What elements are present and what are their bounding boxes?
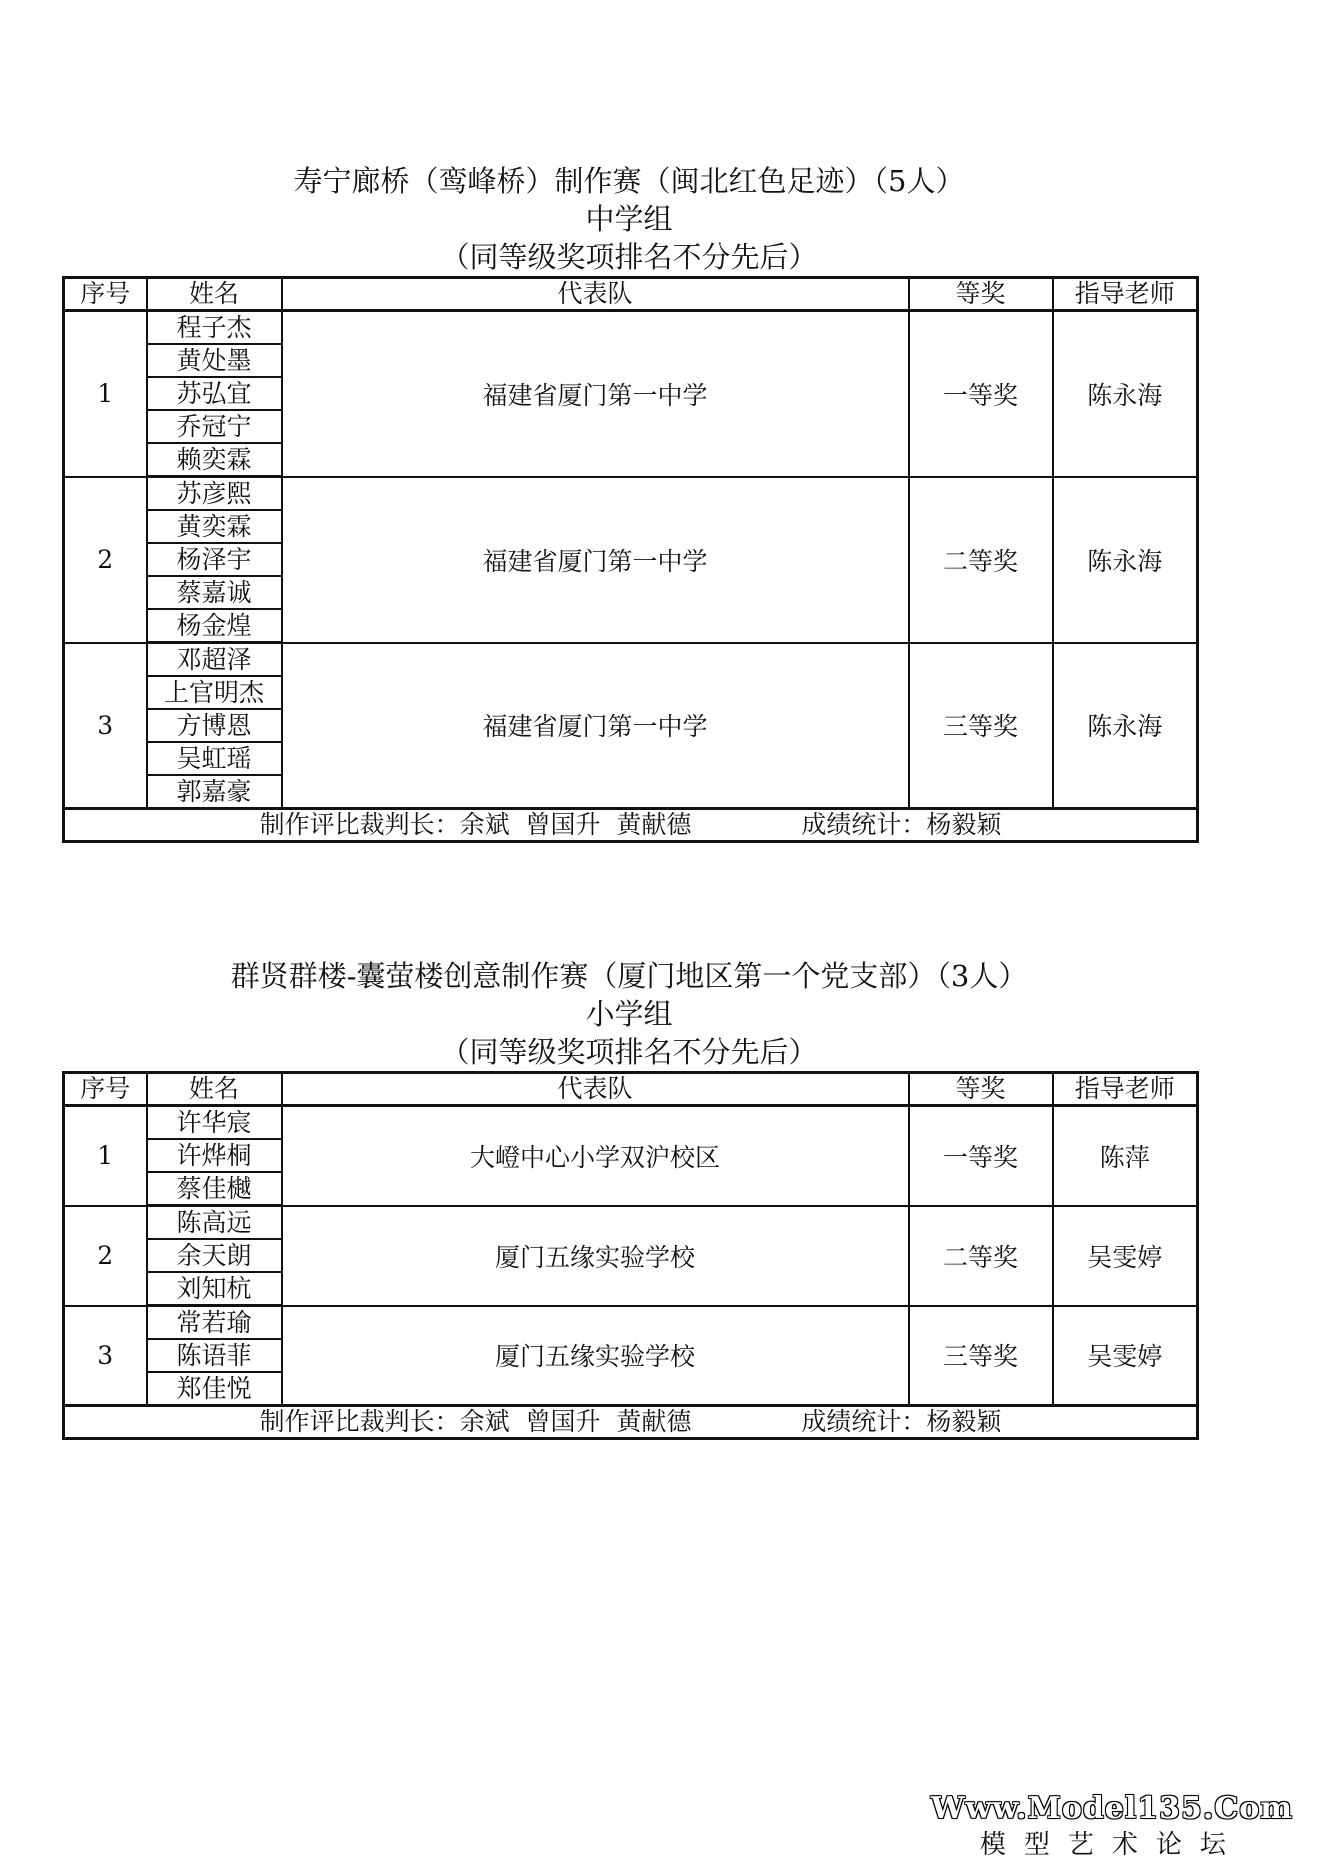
cell-student-name: 常若瑜 [147, 1306, 282, 1340]
watermark-logo [931, 1791, 1293, 1861]
cell-student-name: 蔡嘉诚 [147, 576, 282, 609]
cell-student-name: 黄奕霖 [147, 510, 282, 543]
cell-no: 1 [64, 311, 147, 477]
cell-student-name: 吴虹瑶 [147, 742, 282, 775]
cell-student-name: 杨金煌 [147, 609, 282, 643]
cell-student-name: 上官明杰 [147, 676, 282, 709]
cell-teacher: 陈永海 [1053, 311, 1198, 477]
cell-teacher: 陈萍 [1053, 1106, 1198, 1206]
cell-team: 厦门五缘实验学校 [282, 1206, 909, 1306]
cell-team: 大嶝中心小学双沪校区 [282, 1106, 909, 1206]
section-group: 小学组 [585, 997, 673, 1031]
cell-student-name: 苏弘宜 [147, 377, 282, 410]
cell-student-name: 许烨桐 [147, 1139, 282, 1172]
header-team: 代表队 [282, 1073, 909, 1106]
footer-stats: 成绩统计：杨毅颖 [801, 1407, 1002, 1436]
table-header-row [64, 278, 1198, 311]
header-teacher: 指导老师 [1053, 278, 1198, 311]
header-no: 序号 [64, 1073, 147, 1106]
cell-student-name: 陈高远 [147, 1206, 282, 1240]
cell-student-name: 刘知杭 [147, 1272, 282, 1306]
cell-teacher: 吴雯婷 [1053, 1306, 1198, 1406]
footer-judges: 制作评比裁判长：余斌 曾国升 黄献德 [259, 1407, 692, 1436]
section-nangying [62, 957, 1196, 1440]
cell-team: 福建省厦门第一中学 [282, 643, 909, 809]
header-teacher: 指导老师 [1053, 1073, 1198, 1106]
cell-award: 三等奖 [909, 1306, 1053, 1406]
section-group: 中学组 [585, 202, 673, 236]
cell-student-name: 陈语菲 [147, 1339, 282, 1372]
cell-no: 1 [64, 1106, 147, 1206]
results-table [62, 1071, 1199, 1440]
cell-student-name: 黄处墨 [147, 344, 282, 377]
cell-no: 2 [64, 1206, 147, 1306]
cell-student-name: 邓超泽 [147, 643, 282, 677]
watermark-forum-name: 模型艺术论坛 [979, 1830, 1244, 1860]
header-award: 等奖 [909, 278, 1053, 311]
cell-award: 一等奖 [909, 311, 1053, 477]
table-row [64, 1106, 1198, 1140]
cell-student-name: 杨泽宇 [147, 543, 282, 576]
header-no: 序号 [64, 278, 147, 311]
header-name: 姓名 [147, 1073, 282, 1106]
cell-student-name: 方博恩 [147, 709, 282, 742]
cell-no: 3 [64, 1306, 147, 1406]
cell-student-name: 郑佳悦 [147, 1372, 282, 1406]
cell-student-name: 赖奕霖 [147, 443, 282, 477]
cell-team: 福建省厦门第一中学 [282, 311, 909, 477]
cell-award: 一等奖 [909, 1106, 1053, 1206]
cell-teacher: 吴雯婷 [1053, 1206, 1198, 1306]
table-row [64, 1206, 1198, 1240]
section-note: （同等级奖项排名不分先后） [440, 240, 818, 274]
section-title: 寿宁廊桥（鸾峰桥）制作赛（闽北红色足迹）（5人） [293, 164, 965, 198]
cell-award: 三等奖 [909, 643, 1053, 809]
cell-award: 二等奖 [909, 477, 1053, 643]
footer-cell [64, 809, 1198, 842]
table-row [64, 477, 1198, 511]
cell-student-name: 许华宸 [147, 1106, 282, 1140]
cell-award: 二等奖 [909, 1206, 1053, 1306]
cell-student-name: 余天朗 [147, 1239, 282, 1272]
table-footer-row [64, 1406, 1198, 1439]
cell-student-name: 郭嘉豪 [147, 775, 282, 809]
table-header-row [64, 1073, 1198, 1106]
cell-no: 3 [64, 643, 147, 809]
cell-student-name: 蔡佳樾 [147, 1172, 282, 1206]
footer-judges: 制作评比裁判长：余斌 曾国升 黄献德 [259, 810, 692, 839]
cell-student-name: 程子杰 [147, 311, 282, 345]
cell-teacher: 陈永海 [1053, 477, 1198, 643]
header-award: 等奖 [909, 1073, 1053, 1106]
table-row [64, 1306, 1198, 1340]
footer-cell [64, 1406, 1198, 1439]
table-row [64, 311, 1198, 345]
footer-stats: 成绩统计：杨毅颖 [801, 810, 1002, 839]
section-langqiao [62, 162, 1196, 843]
cell-no: 2 [64, 477, 147, 643]
cell-student-name: 苏彦熙 [147, 477, 282, 511]
cell-student-name: 乔冠宁 [147, 410, 282, 443]
table-row [64, 643, 1198, 677]
header-name: 姓名 [147, 278, 282, 311]
cell-team: 厦门五缘实验学校 [282, 1306, 909, 1406]
section-note: （同等级奖项排名不分先后） [440, 1035, 818, 1069]
results-table [62, 276, 1199, 843]
watermark-url: Www.Model135.Com [930, 1791, 1293, 1826]
section-title: 群贤群楼-囊萤楼创意制作赛（厦门地区第一个党支部）（3人） [230, 959, 1028, 993]
cell-team: 福建省厦门第一中学 [282, 477, 909, 643]
header-team: 代表队 [282, 278, 909, 311]
table-footer-row [64, 809, 1198, 842]
cell-teacher: 陈永海 [1053, 643, 1198, 809]
